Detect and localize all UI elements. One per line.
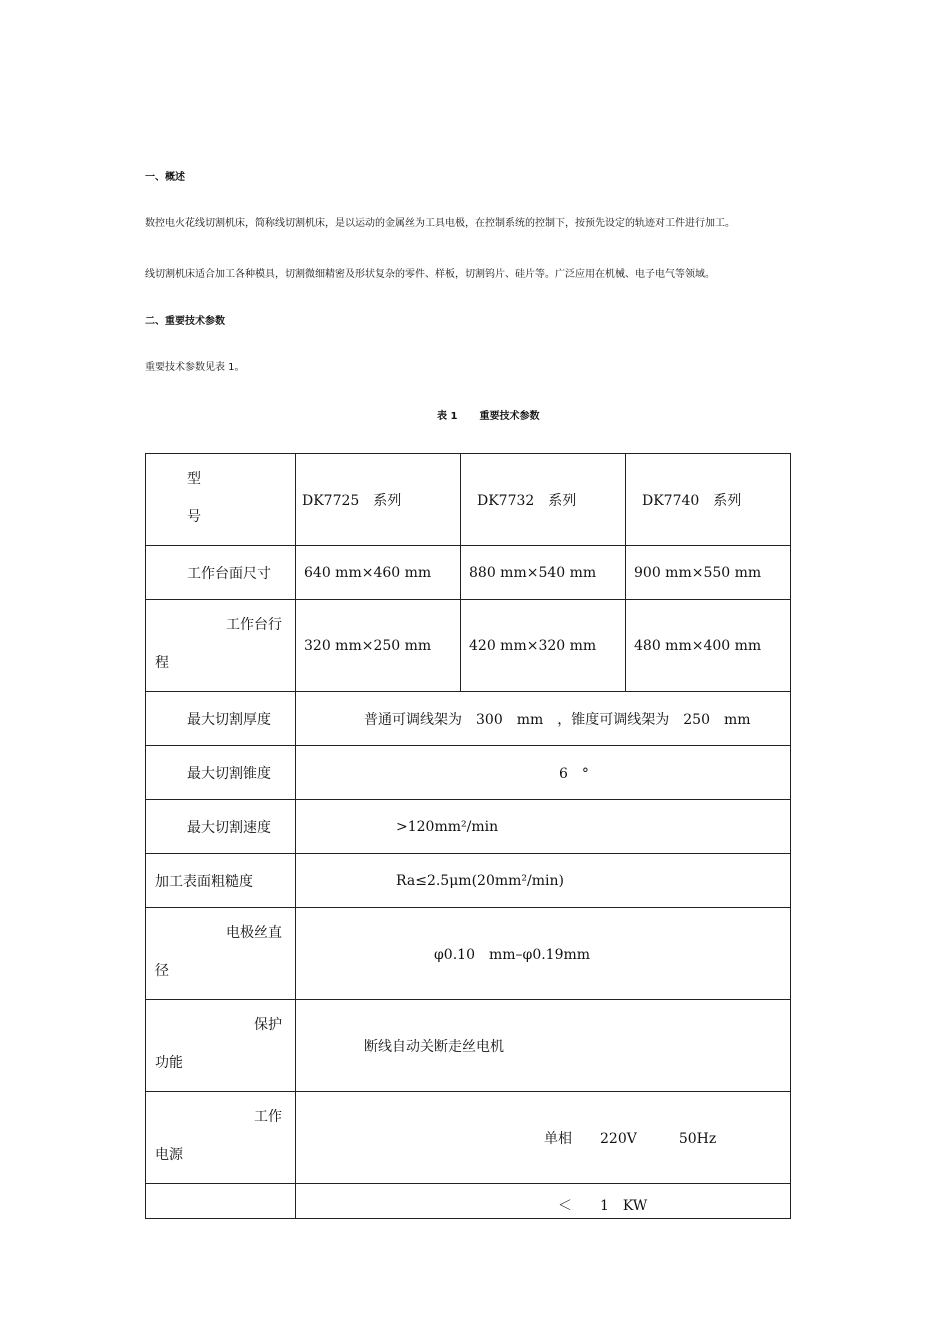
row-label-protection bbox=[146, 1000, 296, 1092]
model-dk7725: DK7725 系列 bbox=[296, 454, 461, 546]
table-row-roughness bbox=[146, 854, 791, 908]
travel-dk7740: 480 mm×400 mm bbox=[626, 600, 791, 692]
row-label-travel bbox=[146, 600, 296, 692]
section-1-paragraph-1: 数控电火花线切割机床，简称线切割机床，是以运动的金属丝为工具电极，在控制系统的控制下，按预先设定的轨迹对工件进行加工。 bbox=[145, 218, 735, 229]
row-label-line2: 电源 bbox=[155, 1147, 183, 1163]
row-label-roughness: 加工表面粗糙度 bbox=[146, 854, 296, 908]
model-dk7740: DK7740 系列 bbox=[626, 454, 791, 546]
last-row-value: ＜ 1 KW bbox=[296, 1184, 791, 1219]
roughness-value: Ra≤2.5μm(20mm²/min) bbox=[296, 854, 791, 908]
section-2-paragraph: 重要技术参数见表 1。 bbox=[145, 362, 245, 373]
row-label-model bbox=[146, 454, 296, 546]
table-row-max-taper bbox=[146, 746, 791, 800]
protection-value: 断线自动关断走丝电机 bbox=[296, 1000, 791, 1092]
section-2-heading: 二、重要技术参数 bbox=[145, 316, 225, 327]
row-label-line2: 功能 bbox=[155, 1055, 183, 1071]
table-row-power bbox=[146, 1092, 791, 1184]
row-label-empty bbox=[146, 1184, 296, 1219]
spec-table bbox=[145, 453, 791, 1219]
table-row-max-speed bbox=[146, 800, 791, 854]
row-label-table-size: 工作台面尺寸 bbox=[146, 546, 296, 600]
travel-dk7732: 420 mm×320 mm bbox=[461, 600, 626, 692]
max-speed-value: >120mm²/min bbox=[296, 800, 791, 854]
table-row-last bbox=[146, 1184, 791, 1219]
row-label-power bbox=[146, 1092, 296, 1184]
table-caption bbox=[437, 410, 539, 424]
section-1-heading: 一、概述 bbox=[145, 172, 185, 183]
table-caption-number: 表 1 bbox=[437, 411, 458, 422]
row-label-wire-diameter bbox=[146, 908, 296, 1000]
row-label-line2: 径 bbox=[155, 963, 169, 979]
table-row-model bbox=[146, 454, 791, 546]
section-1-paragraph-2: 线切割机床适合加工各种模具，切割微细精密及形状复杂的零件、样板，切割钨片、硅片等。广泛应用在机械、电子电气等领域。 bbox=[145, 269, 715, 280]
row-label-max-thickness: 最大切割厚度 bbox=[146, 692, 296, 746]
row-label-max-speed: 最大切割速度 bbox=[146, 800, 296, 854]
row-label-line1: 型 bbox=[187, 471, 201, 487]
table-row-max-thickness bbox=[146, 692, 791, 746]
table-row-travel bbox=[146, 600, 791, 692]
table-row-protection bbox=[146, 1000, 791, 1092]
row-label-line1: 电极丝直 bbox=[226, 925, 282, 941]
table-size-dk7725: 640 mm×460 mm bbox=[296, 546, 461, 600]
row-label-line1: 工作台行 bbox=[226, 617, 282, 633]
max-thickness-value: 普通可调线架为 300 mm ，锥度可调线架为 250 mm bbox=[296, 692, 791, 746]
table-row-table-size bbox=[146, 546, 791, 600]
table-size-dk7732: 880 mm×540 mm bbox=[461, 546, 626, 600]
table-row-wire-diameter bbox=[146, 908, 791, 1000]
row-label-line1: 保护 bbox=[254, 1017, 282, 1033]
table-caption-title: 重要技术参数 bbox=[479, 411, 540, 422]
max-taper-value: 6 ° bbox=[296, 746, 791, 800]
wire-diameter-value: φ0.10 mm–φ0.19mm bbox=[296, 908, 791, 1000]
row-label-line1: 工作 bbox=[254, 1109, 282, 1125]
row-label-line2: 程 bbox=[155, 655, 169, 671]
row-label-max-taper: 最大切割锥度 bbox=[146, 746, 296, 800]
row-label-line2: 号 bbox=[187, 509, 201, 525]
table-size-dk7740: 900 mm×550 mm bbox=[626, 546, 791, 600]
model-dk7732: DK7732 系列 bbox=[461, 454, 626, 546]
travel-dk7725: 320 mm×250 mm bbox=[296, 600, 461, 692]
power-value: 单相 220V 50Hz bbox=[296, 1092, 791, 1184]
